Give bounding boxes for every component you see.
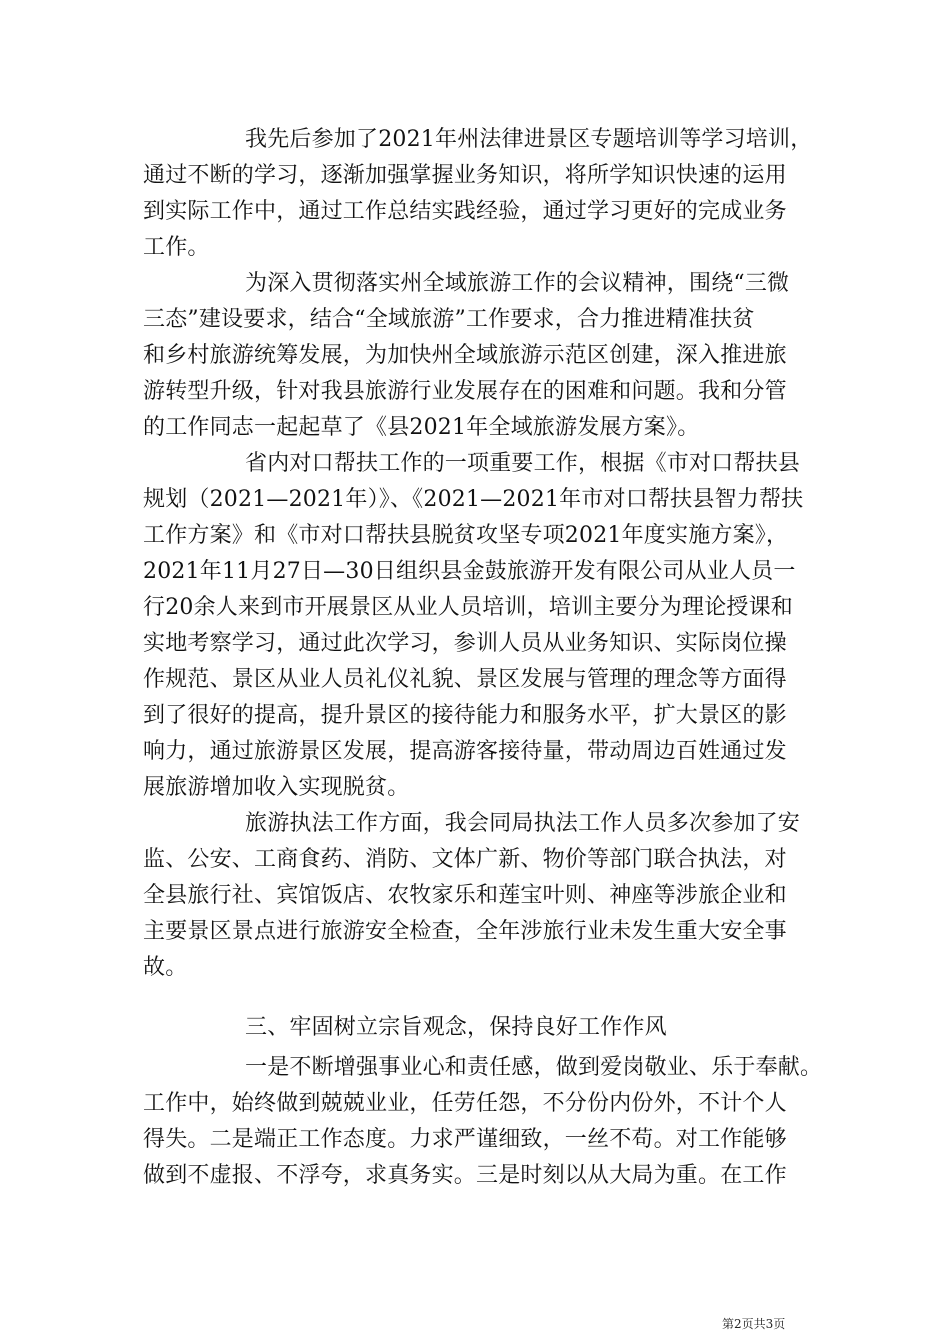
text-line: 响力，通过旅游景区发展，提高游客接待量，带动周边百姓通过发	[143, 739, 787, 764]
text-line: 我先后参加了2021年州法律进景区专题培训等学习培训，	[245, 127, 813, 152]
text-line: 2021年11月27日—30日组织县金鼓旅游开发有限公司从业人员一	[143, 559, 796, 584]
text-line: 省内对口帮扶工作的一项重要工作，根据《市对口帮扶县	[245, 451, 801, 476]
text-line: 到实际工作中，通过工作总结实践经验，通过学习更好的完成业务	[143, 199, 787, 224]
text-line: 全县旅行社、宾馆饭店、农牧家乐和莲宝叶则、神座等涉旅企业和	[143, 883, 787, 908]
text-line: 到了很好的提高，提升景区的接待能力和服务水平，扩大景区的影	[143, 703, 787, 728]
page-number: 第2页共3页	[722, 1317, 786, 1331]
text-line: 展旅游增加收入实现脱贫。	[143, 775, 410, 800]
text-line: 工作方案》和《市对口帮扶县脱贫攻坚专项2021年度实施方案》，	[143, 523, 789, 548]
text-line: 做到不虚报、不浮夸，求真务实。三是时刻以从大局为重。在工作	[143, 1163, 787, 1188]
text-line: 作规范、景区从业人员礼仪礼貌、景区发展与管理的理念等方面得	[143, 667, 787, 692]
text-line: 主要景区景点进行旅游安全检查，全年涉旅行业未发生重大安全事	[143, 919, 787, 944]
text-line: 游转型升级，针对我县旅游行业发展存在的困难和问题。我和分管	[143, 379, 787, 404]
section-heading: 三、牢固树立宗旨观念，保持良好工作作风	[245, 1015, 667, 1040]
text-line: 的工作同志一起起草了《县2021年全域旅游发展方案》。	[143, 415, 700, 440]
text-line: 实地考察学习，通过此次学习，参训人员从业务知识、实际岗位操	[143, 631, 787, 656]
text-line: 规划（2021—2021年）》、《2021—2021年市对口帮扶县智力帮扶	[143, 487, 804, 512]
text-line: 故。	[143, 955, 188, 980]
text-line: 和乡村旅游统筹发展，为加快州全域旅游示范区创建，深入推进旅	[143, 343, 787, 368]
text-line: 行20余人来到市开展景区从业人员培训，培训主要分为理论授课和	[143, 595, 793, 620]
text-line: 为深入贯彻落实州全域旅游工作的会议精神，围绕“三微	[245, 271, 790, 296]
text-line: 三态”建设要求，结合“全域旅游”工作要求，合力推进精准扶贫	[143, 307, 755, 332]
text-line: 得失。二是端正工作态度。力求严谨细致，一丝不苟。对工作能够	[143, 1127, 787, 1152]
text-line: 一是不断增强事业心和责任感，做到爱岗敬业、乐于奉献。	[245, 1055, 823, 1080]
text-line: 监、公安、工商食药、消防、文体广新、物价等部门联合执法，对	[143, 847, 787, 872]
text-line: 通过不断的学习，逐渐加强掌握业务知识，将所学知识快速的运用	[143, 163, 787, 188]
text-line: 工作中，始终做到兢兢业业，任劳任怨，不分份内份外，不计个人	[143, 1091, 787, 1116]
text-line: 工作。	[143, 235, 210, 260]
text-line: 旅游执法工作方面，我会同局执法工作人员多次参加了安	[245, 811, 801, 836]
